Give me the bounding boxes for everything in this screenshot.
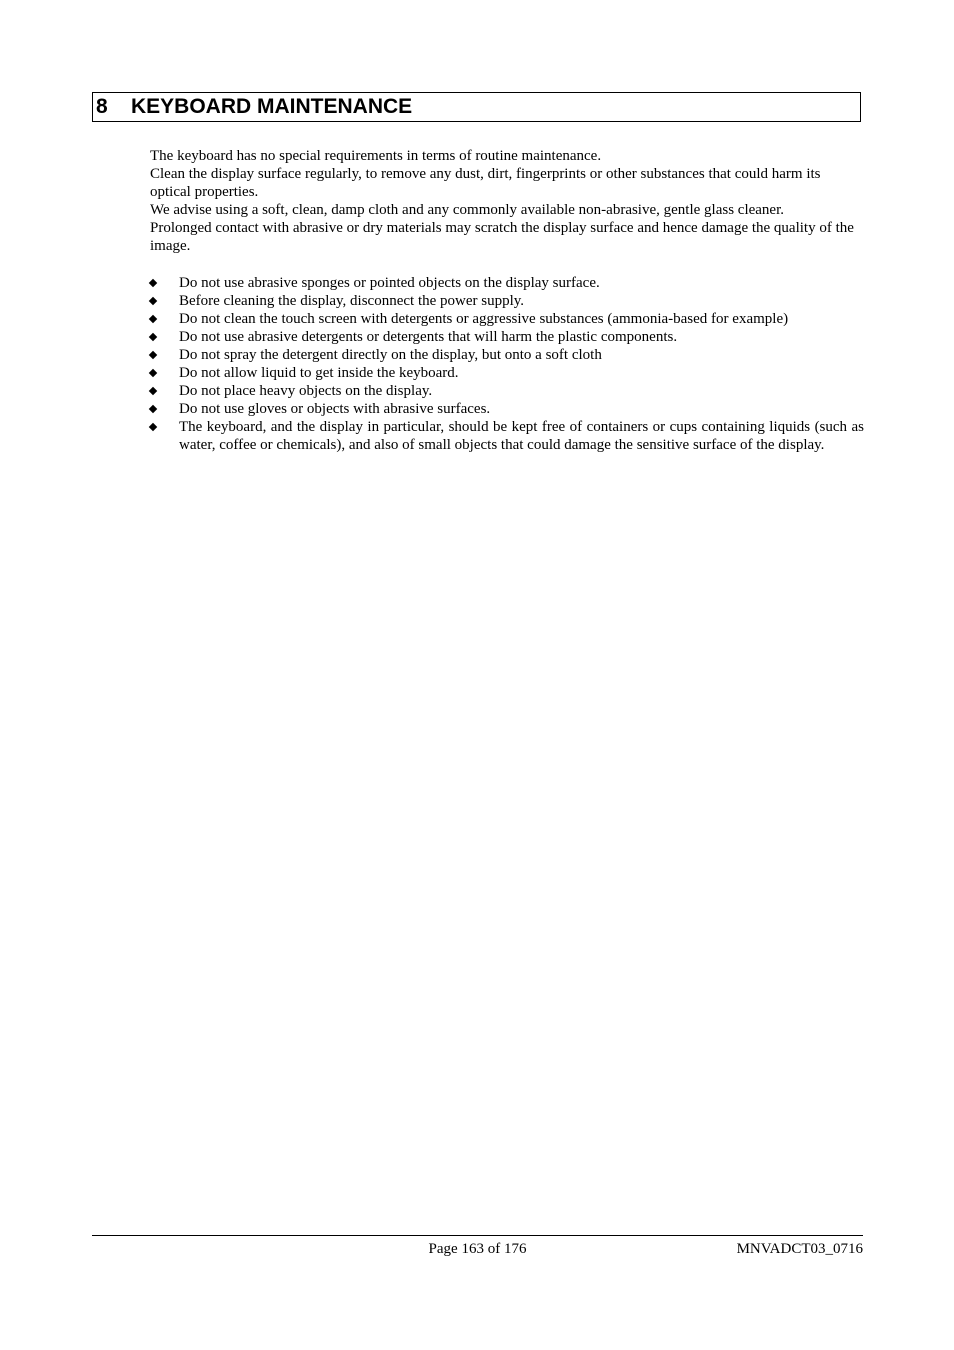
bullet-diamond-icon [149, 369, 157, 377]
bullet-diamond-icon [149, 405, 157, 413]
list-item [150, 418, 864, 454]
intro-paragraph: Clean the display surface regularly, to remove any dust, dirt, fingerprints or other substances that could harm its optical properties. [150, 166, 821, 200]
list-item-text: Do not use abrasive detergents or detergents that will harm the plastic components. [179, 329, 678, 345]
list-item-text: Before cleaning the display, disconnect the power supply. [179, 293, 525, 309]
list-item [150, 328, 864, 346]
list-item-text: Do not spray the detergent directly on the display, but onto a soft cloth [179, 347, 602, 363]
list-item [150, 346, 864, 364]
list-item-text: Do not use gloves or objects with abrasive surfaces. [179, 401, 491, 417]
list-item [150, 274, 864, 292]
list-item [150, 292, 864, 310]
bullet-diamond-icon [149, 387, 157, 395]
section-title: KEYBOARD MAINTENANCE [131, 95, 413, 118]
maintenance-list [150, 274, 864, 454]
bullet-diamond-icon [149, 315, 157, 323]
intro-paragraph: We advise using a soft, clean, damp cloth and any commonly available non-abrasive, gentle glass cleaner. [150, 202, 784, 218]
list-item [150, 310, 864, 328]
list-item-text: Do not use abrasive sponges or pointed objects on the display surface. [179, 275, 600, 291]
bullet-diamond-icon [149, 333, 157, 341]
page-number: Page 163 of 176 [428, 1241, 527, 1257]
document-code: MNVADCT03_0716 [736, 1241, 863, 1257]
list-item [150, 364, 864, 382]
intro-text [150, 147, 863, 255]
list-item-text: Do not clean the touch screen with detergents or aggressive substances (ammonia-based for example) [179, 311, 789, 327]
bullet-diamond-icon [149, 297, 157, 305]
list-item [150, 382, 864, 400]
intro-paragraph: The keyboard has no special requirements in terms of routine maintenance. [150, 148, 602, 164]
intro-paragraph: Prolonged contact with abrasive or dry materials may scratch the display surface and hence damage the quality of the image. [150, 220, 854, 254]
footer-divider [92, 1235, 863, 1236]
bullet-diamond-icon [149, 423, 157, 431]
section-heading [92, 92, 861, 122]
bullet-diamond-icon [149, 351, 157, 359]
list-item-text: The keyboard, and the display in particular, should be kept free of containers or cups containing liquids (such as water, coffee or chemicals), and also of small objects that could damage the sensitive surface of the display. [179, 419, 864, 453]
bullet-diamond-icon [149, 279, 157, 287]
list-item-text: Do not place heavy objects on the display. [179, 383, 433, 399]
section-number: 8 [96, 95, 108, 118]
list-item-text: Do not allow liquid to get inside the keyboard. [179, 365, 459, 381]
list-item [150, 400, 864, 418]
